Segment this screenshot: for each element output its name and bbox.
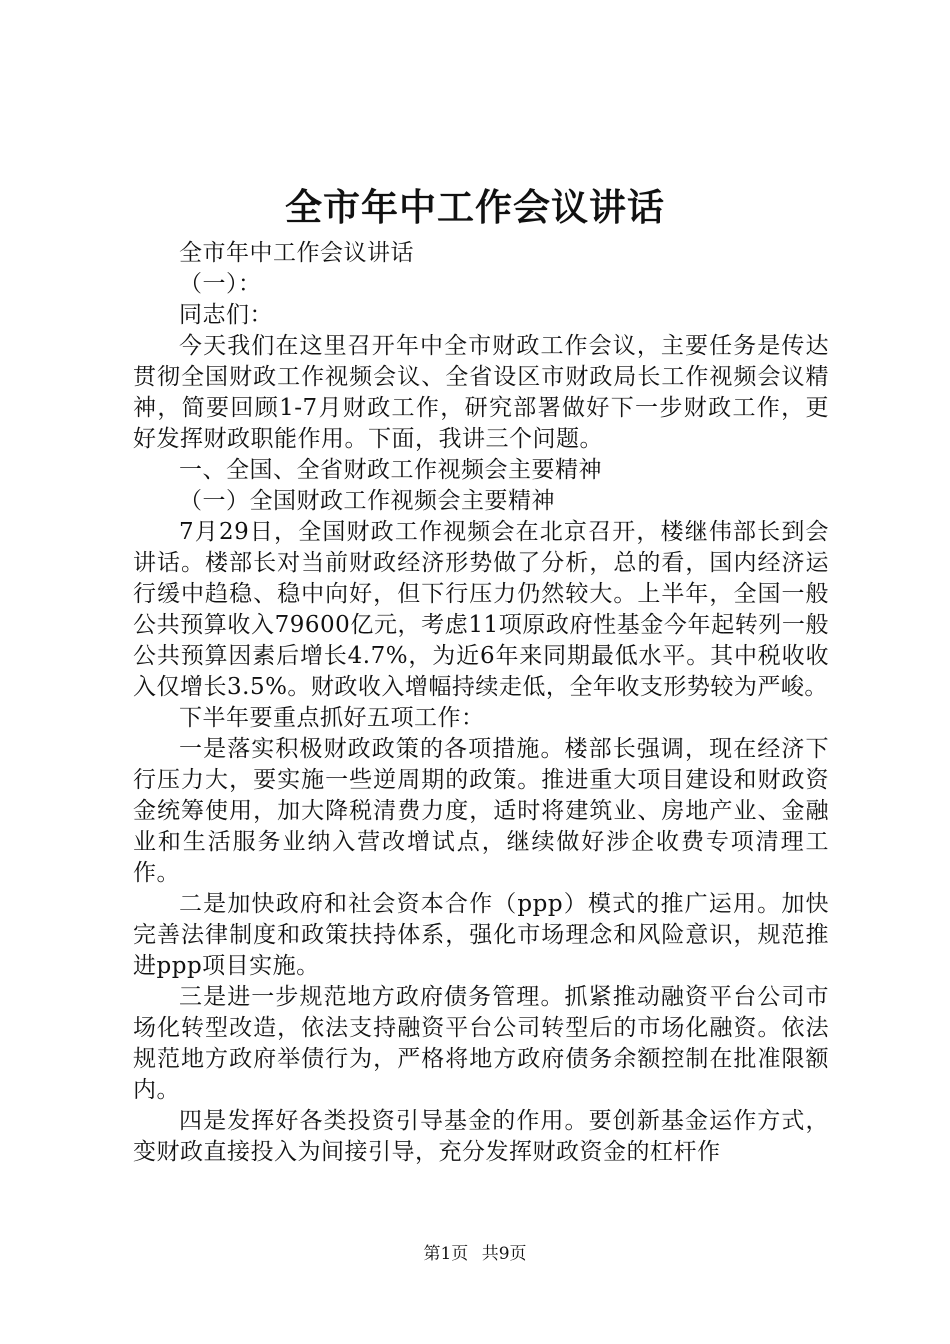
- page-total: 共9页: [481, 1244, 527, 1264]
- paragraph: （一）全国财政工作视频会主要精神: [179, 488, 555, 514]
- document-title: 全市年中工作会议讲话: [285, 186, 665, 229]
- page-footer: [0, 1242, 950, 1266]
- paragraph: 一、全国、全省财政工作视频会主要精神: [179, 457, 602, 483]
- paragraph: 二是加快政府和社会资本合作（ppp）模式的推广运用。加快完善法律制度和政策扶持体系，强化市场理念和风险意识，规范推进ppp项目实施。: [133, 891, 829, 979]
- paragraph: 下半年要重点抓好五项工作：: [179, 705, 485, 731]
- page-number: 第1页: [423, 1244, 469, 1264]
- paragraph: 今天我们在这里召开年中全市财政工作会议，主要任务是传达贯彻全国财政工作视频会议、全省设区市财政局长工作视频会议精神，简要回顾1-7月财政工作，研究部署做好下一步财政工作，更好发挥财政职能作用。下面，我讲三个问题。: [133, 333, 829, 452]
- document-body: [133, 238, 829, 1168]
- paragraph: 全市年中工作会议讲话: [179, 240, 414, 266]
- paragraph: 同志们：: [179, 302, 273, 328]
- paragraph: （一）：: [179, 271, 262, 297]
- paragraph: 四是发挥好各类投资引导基金的作用。要创新基金运作方式，变财政直接投入为间接引导，充分发挥财政资金的杠杆作: [133, 1108, 829, 1165]
- paragraph: 三是进一步规范地方政府债务管理。抓紧推动融资平台公司市场化转型改造，依法支持融资平台公司转型后的市场化融资。依法规范地方政府举债行为，严格将地方政府债务余额控制在批准限额内。: [133, 984, 829, 1103]
- paragraph: 一是落实积极财政政策的各项措施。楼部长强调，现在经济下行压力大，要实施一些逆周期的政策。推进重大项目建设和财政资金统筹使用，加大降税清费力度，适时将建筑业、房地产业、金融业和生活服务业纳入营改增试点，继续做好涉企收费专项清理工作。: [133, 736, 829, 886]
- paragraph: 7月29日，全国财政工作视频会在北京召开，楼继伟部长到会讲话。楼部长对当前财政经济形势做了分析，总的看，国内经济运行缓中趋稳、稳中向好，但下行压力仍然较大。上半年，全国一般公共预算收入79600亿元，考虑11项原政府性基金今年起转列一般公共预算因素后增长4.7%，为近6年来同期最低水平。其中税收收入仅增长3.5%。财政收入增幅持续走低，全年收支形势较为严峻。: [133, 519, 829, 700]
